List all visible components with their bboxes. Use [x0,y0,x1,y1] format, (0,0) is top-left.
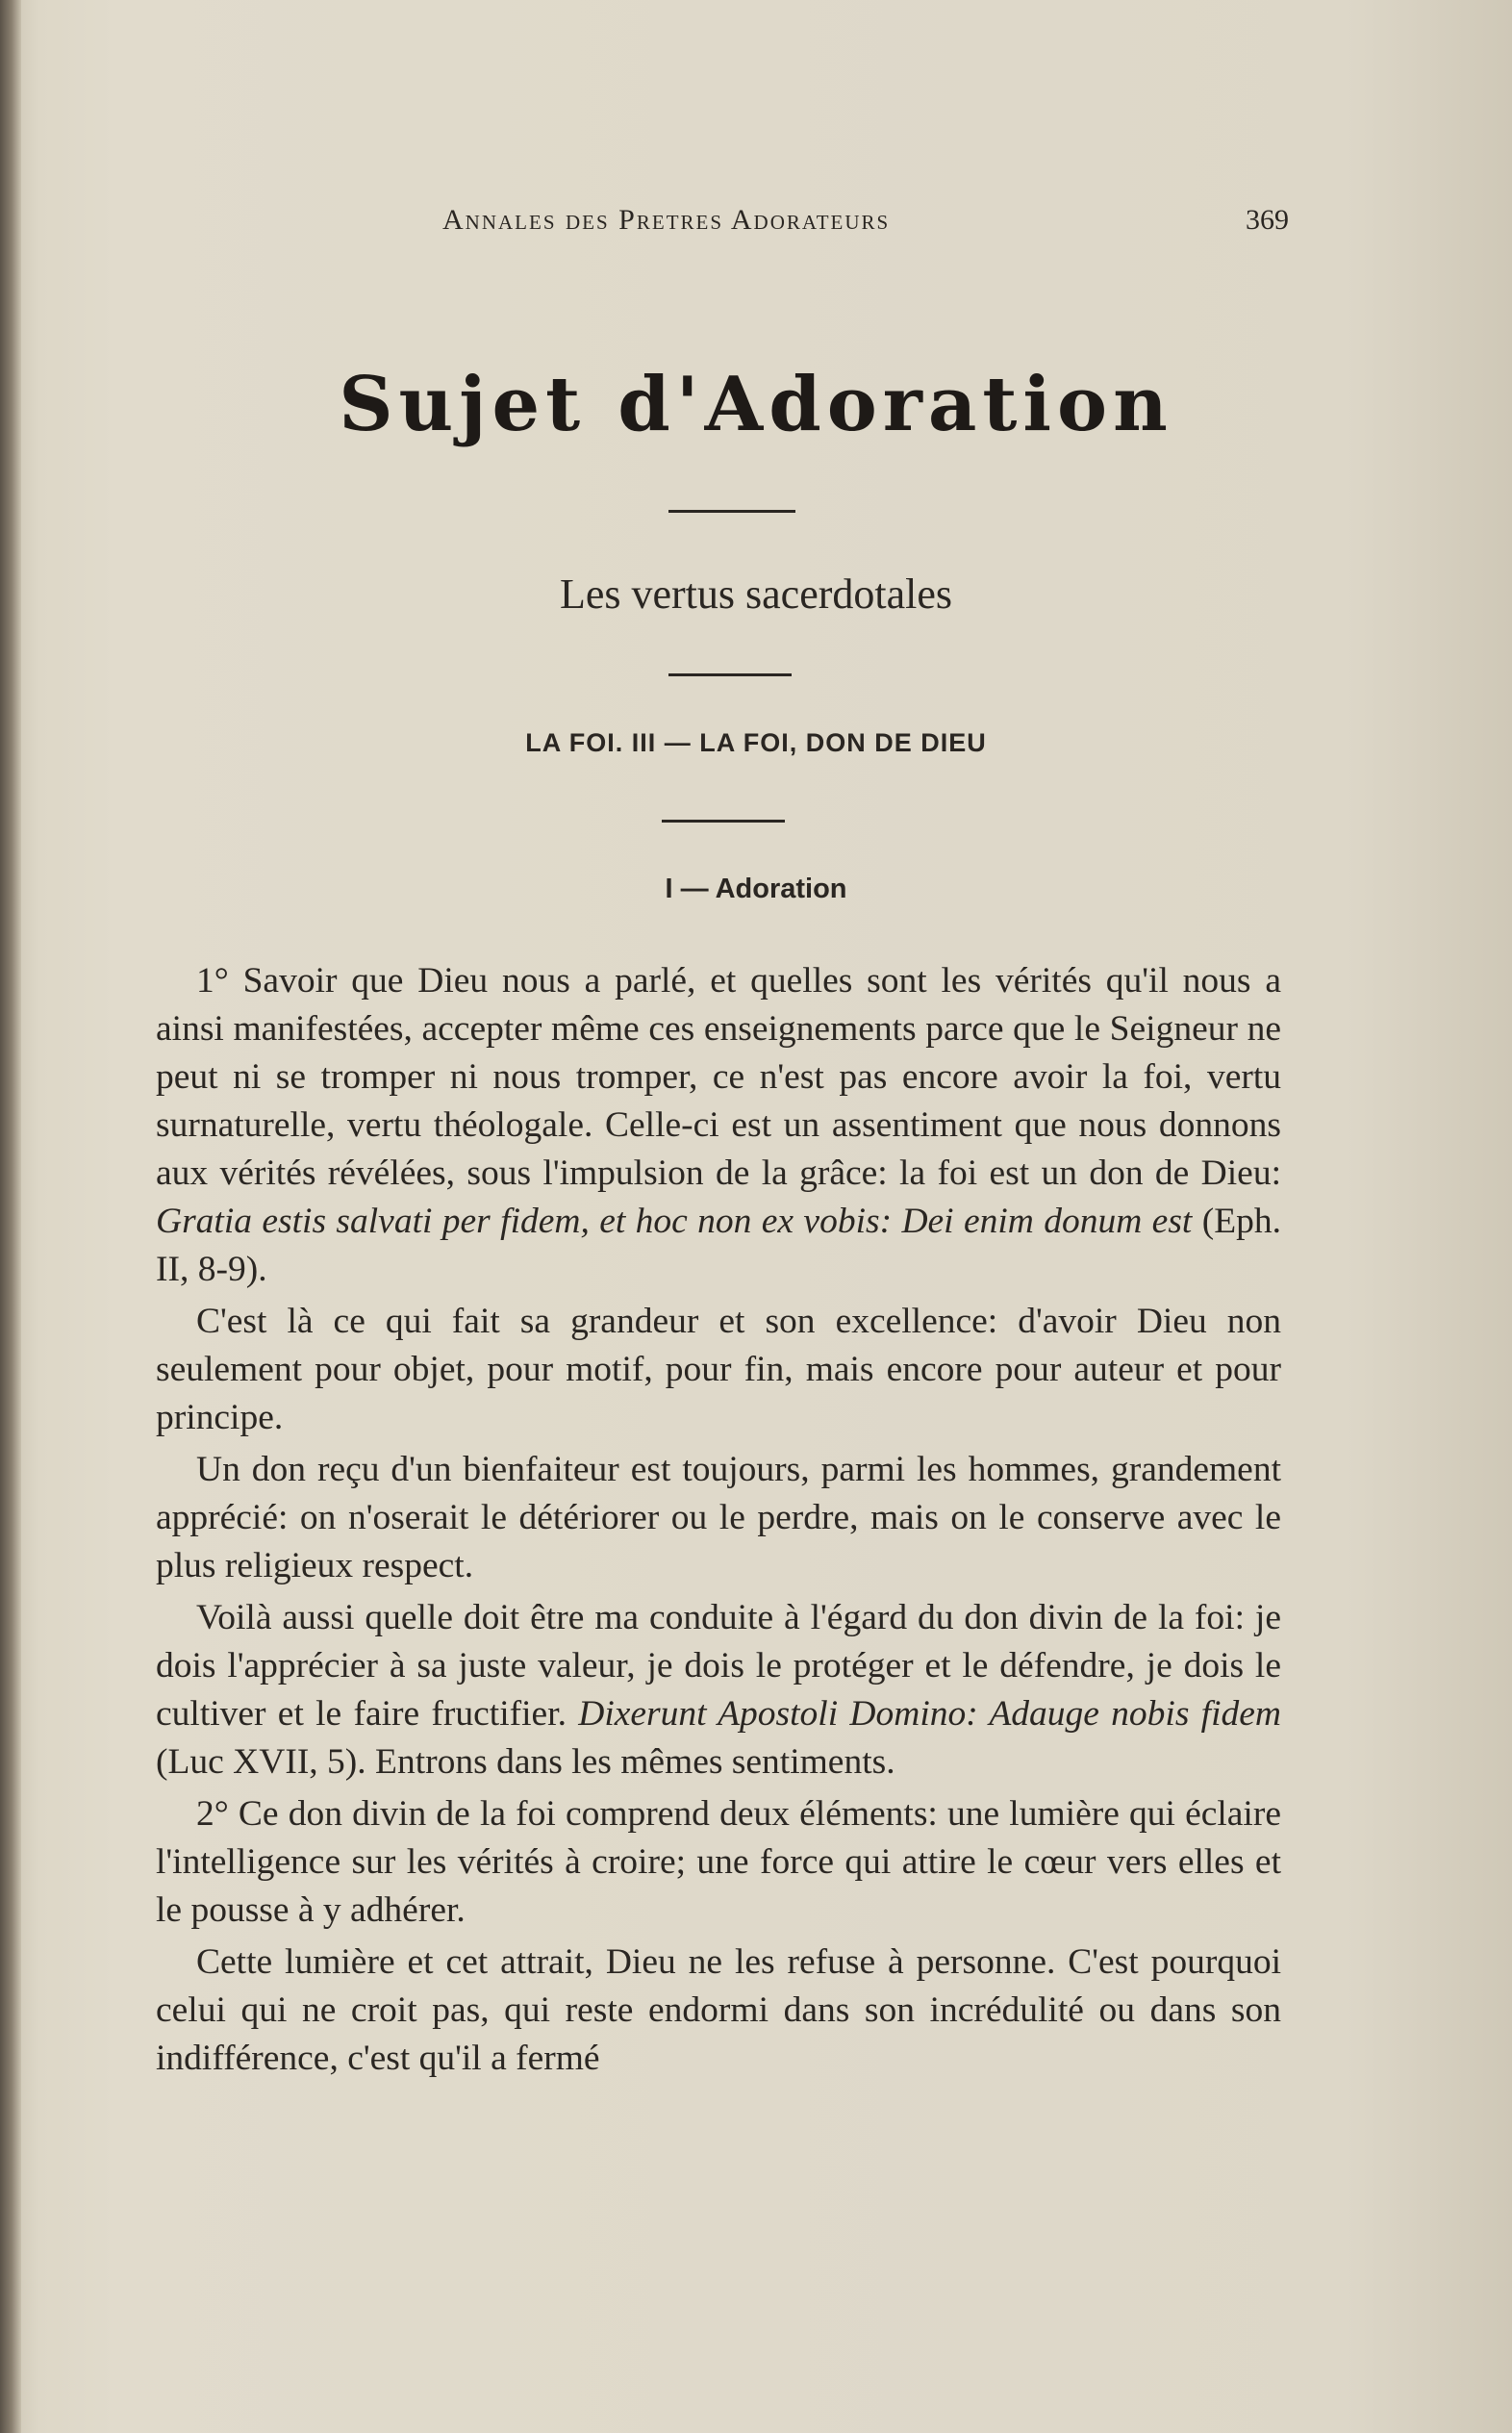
latin-quote: Dixerunt Apostoli Domino: Adauge nobis fidem [578,1694,1281,1734]
paragraph: 2° Ce don divin de la foi comprend deux éléments: une lumière qui éclaire l'intelligence sur les vérités à croire; une force qui attire le cœur vers elles et le pousse à y adhérer. [156,1794,1281,1930]
paragraph: Cette lumière et cet attrait, Dieu ne les refuse à personne. C'est pourquoi celui qui ne croit pas, qui reste endormi dans son incrédulité ou dans son indifférence, c'est qu'il a fermé [156,1942,1281,2078]
paragraph: 1° Savoir que Dieu nous a parlé, et quelles sont les vérités qu'il nous a ainsi manifestées, accepter même ces enseignements parce que le Seigneur ne peut ni se tromper ni nous tromper, ce n'est pas encore avoir la foi, vertu surnaturelle, vertu théologale. Celle-ci est un assentiment que nous donnons aux vérités révélées, sous l'impulsion de la grâce: la foi est un don de Dieu: Gratia estis salvati per fidem, et hoc non ex vobis: Dei enim donum est (Eph. II, 8-9). [156,961,1281,1289]
body-text [156,957,1281,2087]
page-header [385,204,1298,242]
latin-quote: Gratia estis salvati per fidem, et hoc non ex vobis: Dei enim donum est [156,1202,1193,1241]
divider-rule [662,820,785,823]
divider-rule [668,673,792,676]
part-heading: I — Adoration [665,874,847,904]
paragraph: C'est là ce qui fait sa grandeur et son excellence: d'avoir Dieu non seulement pour objet, pour motif, pour fin, mais encore pour auteur et pour principe. [156,1302,1281,1437]
page-title: Sujet d'Adoration [339,361,1173,448]
page-number: 369 [1246,204,1289,236]
paragraph: Un don reçu d'un bienfaiteur est toujours, parmi les hommes, grandement apprécié: on n'oserait le détériorer ou le perdre, mais on le conserve avec le plus religieux respect. [156,1450,1281,1585]
paragraph: Voilà aussi quelle doit être ma conduite à l'égard du don divin de la foi: je dois l'apprécier à sa juste valeur, je dois le protéger et le défendre, je dois le cultiver et le faire fructifier. Dixerunt Apostoli Domino: Adauge nobis fidem (Luc XVII, 5). Entrons dans les mêmes sentiments. [156,1598,1281,1782]
divider-rule [668,510,795,513]
section-heading: LA FOI. III — LA FOI, DON DE DIEU [525,728,987,757]
subtitle: Les vertus sacerdotales [559,570,953,618]
running-head: Annales des Pretres Adorateurs [442,204,891,236]
